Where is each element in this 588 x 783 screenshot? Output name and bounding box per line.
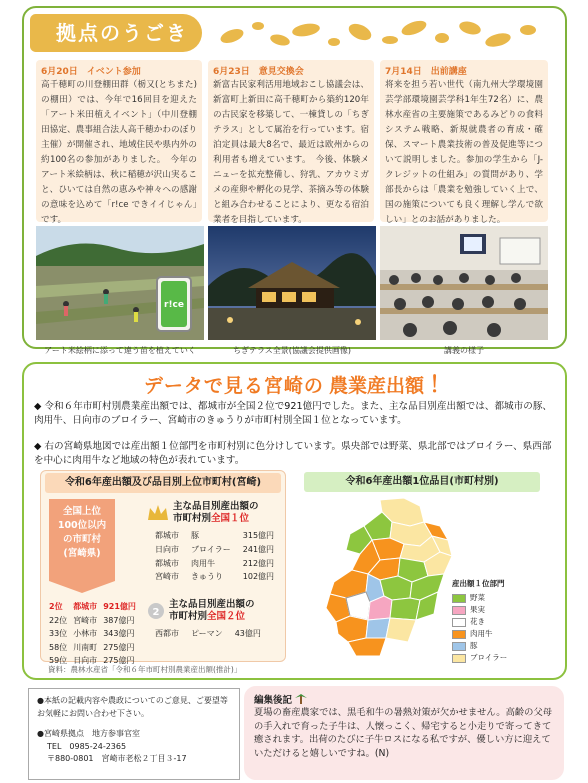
legend-item: 肉用牛 (452, 628, 507, 640)
table-row: 2位 都城市 921億円 (49, 602, 136, 611)
crown-icon (147, 504, 169, 522)
miyazaki-map (320, 496, 470, 660)
table-row: 宮崎市 きゅうり 102億円 (155, 572, 275, 582)
top100-line: 100位以内 (57, 520, 107, 531)
contact-box (28, 688, 240, 780)
legend-item: 花き (452, 616, 507, 628)
title-part-b: 農業産出額 (328, 375, 424, 397)
bullet-1: ◆ 令和６年市町村別農業産出額では、都城市が全国２位で921億円でした。また、主な品目別産出額では、都城市の豚、肉用牛、日向市のブロイラー、宮崎市のきゅうりが市町村別全国１位となっています。 (34, 401, 553, 426)
legend-item: 豚 (452, 640, 507, 652)
table-row: 西都市 ピーマン 43億円 (155, 629, 261, 638)
table-row: 59位 日向市 275億円 (49, 656, 135, 665)
map-panel-head: 令和6年産出額1位品目(市町村別) (304, 472, 540, 492)
top100-line: の市町村 (62, 534, 101, 545)
photo-lecture (380, 226, 548, 340)
event-date: 6月20日 イベント参加 (41, 67, 141, 77)
kyoten-title: 拠点のうごき (30, 14, 202, 52)
decorative-dots (214, 14, 554, 50)
legend-item: 果実 (452, 604, 507, 616)
first-head-a: 主な品目別産出額の (173, 501, 259, 512)
contact-org: ●宮崎県拠点 地方参事官室 (37, 729, 140, 738)
event-body: 高千穂町の川登棚田群（栃又(とちまた)の棚田）では、今年で16回目を迎えた「アート米田植えイベント」（中川登棚田協定、農事組合法人高千穂かわのぼり主催）が開催され、地域住民や県内外の約100名の参加がありました。 今年のアート米絵柄は、秋に稲穂が沢山実ること、ひいては自然の恵みや神々への感謝の意味を込めて「r!ce できイイじゃん」です。 (41, 80, 197, 225)
data-section-title (90, 368, 505, 398)
rice-sign (156, 276, 192, 332)
event-card-2 (208, 60, 374, 225)
map-legend (452, 578, 507, 664)
event-card-1 (36, 60, 202, 225)
table-row: 22位 宮崎市 387億円 (49, 615, 135, 625)
contact-note: ●本紙の記載内容や農政についてのご意見、ご要望等お気軽にお問い合わせ下さい。 (37, 696, 228, 718)
rice-sign-text: r!ce (161, 281, 187, 327)
top100-badge (49, 499, 115, 581)
first-place-block (147, 501, 283, 585)
afterword-head: 編集後記 (254, 695, 293, 706)
first-head-c: 全国１位 (211, 513, 250, 524)
table-row: 都城市 豚 315億円 (155, 531, 275, 540)
contact-tel: TEL 0985-24-2365 (47, 741, 127, 751)
second-head-b: 市町村別 (169, 611, 208, 622)
map-panel (300, 470, 545, 662)
second-head-c: 全国２位 (207, 611, 246, 622)
afterword-box (244, 686, 564, 780)
ranking-table (47, 599, 142, 669)
afterword-text: 夏場の畜産農家では、黒毛和牛の暑熱対策が欠かせません。高齢の父母の手入れで育った子牛は、人懐っこく、帰宅すると小走りで寄ってきて癒されます。出荷のたびに子牛ロスになる私ですが、優しい方に迎えていただけると嬉しいですね。(N) (254, 707, 553, 759)
event-card-3 (380, 60, 548, 225)
svg-text:2: 2 (152, 607, 160, 618)
ranking-panel-head: 令和6年産出額及び品目別上位市町村(宮崎) (45, 473, 281, 493)
legend-item: ブロイラー (452, 652, 507, 664)
second-head-a: 主な品目別産出額の (169, 599, 255, 610)
title-part-c: ！ (429, 373, 452, 398)
second-place-block (147, 599, 283, 642)
legend-title: 産出額１位部門 (452, 579, 505, 588)
palm-tree-icon (295, 692, 307, 704)
event-date: 7月14日 出前講座 (385, 67, 467, 77)
table-row: 日向市 ブロイラー 241億円 (155, 544, 275, 554)
legend-item: 野菜 (452, 592, 507, 604)
table-row: 都城市 肉用牛 212億円 (155, 558, 275, 568)
event-body: 将来を担う若い世代（南九州大学環境園芸学部環境園芸学科1年生72名）に、農林水産省の主要施策であるみどりの食料システム戦略、新規就農者の育成・確保、スマート農業技術の普及促進等について説明しました。参加の学生から「J-クレジットの仕組み」の質問があり、学部長からは「農業を勉強していく上で、国の施策についても良く理解し学んで欲しい」とのお話がありました。 (385, 80, 543, 225)
ranking-panel (40, 470, 286, 665)
table-row: 58位 川南町 275億円 (49, 642, 135, 652)
photo-rice-field (36, 226, 204, 340)
bullet-2: ◆ 右の宮崎県地図では産出額１位部門を市町村別に色分けしています。県央部では野菜、県北部ではブロイラー、県西部を中心に肉用牛など地域の特色が表れています。 (34, 441, 552, 466)
first-head-b: 市町村別 (173, 513, 212, 524)
event-date: 6月23日 意見交換会 (213, 67, 304, 77)
caption-rice: アート米絵柄に添って違う苗を植えていく (44, 346, 196, 355)
source-note: 資料：農林水産省「令和６年市町村別農業産出額(推計)」 (48, 665, 242, 674)
second-place-table (153, 626, 273, 642)
top100-line: (宮崎県) (63, 548, 101, 559)
contact-address: 〒880-0801 宮崎市老松２丁目３-17 (47, 754, 187, 763)
top100-arrow (49, 581, 115, 593)
photo-chigi-terrace (208, 226, 376, 340)
first-place-table (153, 528, 286, 585)
event-body: 新富古民家利活用地域おこし協議会は、新富町上新田に高千穂町から築約120年の古民家を移築して、一棟貸しの「ちぎテラス」として属治を行っています。宿泊定員は最大8名で、最近は欧州からの利用者も増えています。 今後、体験メニューを拡充整備し、狩乳、アカウミガメの産卵や孵化の見学、茶摘み等の体験と組み合わせることにより、更なる宿泊業者を目指しています。 (213, 80, 369, 225)
medal-2-icon (147, 602, 165, 620)
caption-chigi: ちぎテラス全景(協議会提供画像) (232, 346, 351, 355)
top100-line: 全国上位 (62, 506, 101, 517)
table-row: 33位 小林市 343億円 (49, 629, 135, 638)
caption-lecture: 講義の様子 (444, 346, 484, 355)
title-part-a: データで見る宮崎の (143, 375, 324, 397)
